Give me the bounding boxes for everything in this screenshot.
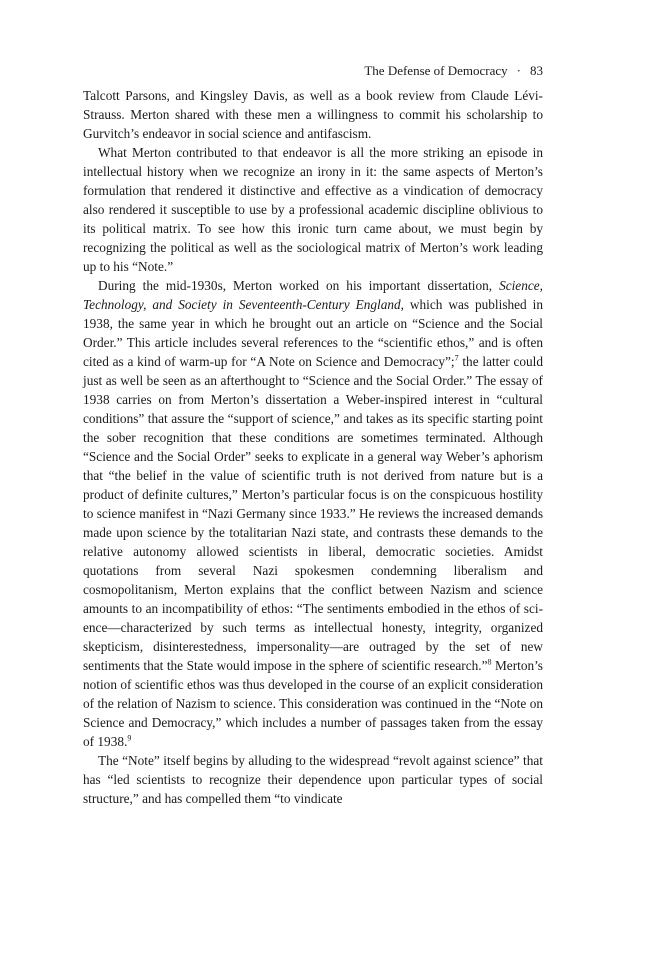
paragraph	[83, 143, 543, 276]
running-head	[83, 62, 543, 80]
footnote-marker: 8	[487, 657, 492, 667]
text-run: Talcott Parsons, and Kingsley Davis, as well as a book review from Claude Lévi-Strauss. Merton shared with these men a willingness to commit his scholarship to Gurvitch’s endeavor in social science and antifascism.	[83, 88, 543, 141]
paragraph	[83, 751, 543, 808]
text-run: What Merton contributed to that endeavor is all the more striking an episode in intellectual history when we recognize an irony in it: the same aspects of Merton’s formulation that rendered it distinctive and effective as a vindication of democracy also rendered it susceptible to use by a professional academic discipline oblivious to its political matrix. To see how this ironic turn came about, we must begin by recognizing the political as well as the sociological matrix of Merton’s work leading up to his “Note.”	[83, 145, 543, 274]
footnote-marker: 9	[127, 733, 132, 743]
text-run: the latter could just as well be seen as an afterthought to “Science and the Social Order.” The essay of 1938 carries on from Merton’s dissertation a Weber-inspired interest in “cultural conditions” that assure the “support of science,” and takes as its specific starting point the sober recognition that these conditions are sometimes terminated. Although “Science and the Social Order” seeks to explicate in a general way Weber’s aphorism that “the belief in the value of scientific truth is not derived from nature but is a product of definite cultures,” Merton’s particular focus is on the conspicuous hostility to science manifest in “Nazi Germany since 1933.” He reviews the increased demands made upon science by the totalitarian Nazi state, and contrasts these demands to the relative autonomy allowed scientists in liberal, democratic societies. Amidst quotations from several Nazi spokesmen condemning liberalism and cosmopolitanism, Merton explains that the conflict between Nazism and science amounts to an incompatibility of ethos: “The sentiments embodied in the ethos of science—characterized by such terms as intellectual honesty, integrity, organized skepticism, disinterestedness, impersonality—are outraged by the set of new sentiments that the State would impose in the sphere of scientific research.”	[83, 354, 543, 673]
book-title-italic: Science, Technology, and Society in Seventeenth-Century England	[83, 278, 543, 312]
page-number: 83	[530, 63, 543, 78]
body-text	[83, 86, 543, 808]
running-head-separator: ·	[516, 63, 521, 78]
text-run: Merton’s notion of scientific ethos was thus developed in the course of an explicit consideration of the relation of Nazism to science. This consideration was continued in the “Note on Science and Democracy,” which includes a number of passages taken from the essay of 1938.	[83, 658, 543, 749]
footnote-marker: 7	[454, 353, 459, 363]
text-run: During the mid-1930s, Merton worked on his important dissertation,	[98, 278, 500, 293]
paragraph	[83, 86, 543, 143]
text-run: The “Note” itself begins by alluding to the widespread “revolt against science” that has “led scientists to recognize their dependence upon particular types of social structure,” and has compelled them “to vindicate	[83, 753, 543, 806]
text-run: , which was published in 1938, the same year in which he brought out an article on “Science and the Social Order.” This article includes several references to the “scientific ethos,” and is often cited as a kind of warm-up for “A Note on Science and Democracy”;	[83, 297, 543, 369]
paragraph	[83, 276, 543, 751]
book-page	[83, 62, 543, 808]
running-head-title: The Defense of Democracy	[364, 63, 508, 78]
